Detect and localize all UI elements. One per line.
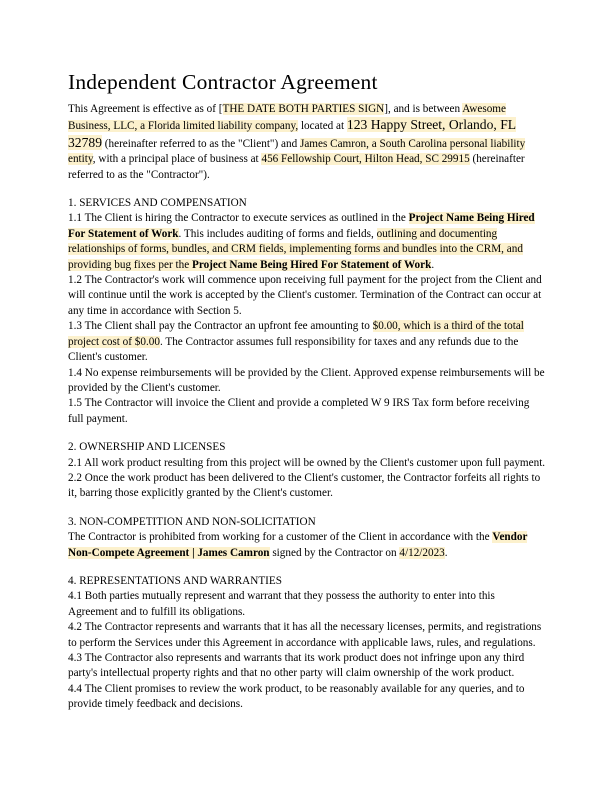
document-title: Independent Contractor Agreement bbox=[68, 70, 378, 94]
text-run: 1.5 The Contractor will invoice the Client and provide a completed W 9 IRS Tax form before receiving full payment. bbox=[68, 397, 530, 425]
text-run: 2.2 Once the work product has been delivered to the Client's customer, the Contractor forfeits all rights to it, barring those explicitly granted by the Client's customer. bbox=[68, 471, 541, 500]
highlighted-text-run: 123 Happy Street, Orlando, FL 32789 bbox=[68, 117, 517, 150]
section bbox=[68, 574, 546, 713]
document-body bbox=[68, 196, 546, 713]
clause-paragraph bbox=[68, 211, 546, 273]
text-run: 1.3 The Client shall pay the Contractor an upfront fee amounting to bbox=[68, 320, 373, 333]
highlighted-text-run: Vendor Non-Compete Agreement | James Camron bbox=[68, 531, 528, 559]
section-heading: 3. NON-COMPETITION AND NON-SOLICITATION bbox=[68, 515, 316, 528]
clause-paragraph bbox=[68, 273, 546, 319]
clause-paragraph bbox=[68, 366, 546, 397]
text-run: located at bbox=[298, 120, 347, 133]
section-heading: 2. OWNERSHIP AND LICENSES bbox=[68, 441, 226, 454]
highlighted-text-run: 456 Fellowship Court, Hilton Head, SC 29915 bbox=[261, 153, 470, 166]
clause-paragraph bbox=[68, 651, 546, 682]
text-run: 4.3 The Contractor also represents and warrants that its work product does not infringe upon any third party's intellectual property rights and that no other party will claim ownership of the work product. bbox=[68, 652, 525, 680]
highlighted-text-run: James Camron, a South Carolina personal liability entity bbox=[68, 137, 526, 166]
highlighted-text-run: $0.00, which is a third of the total project cost of $0.00 bbox=[68, 320, 524, 348]
section bbox=[68, 440, 546, 502]
text-run: signed by the Contractor on bbox=[269, 546, 400, 559]
clause-paragraph bbox=[68, 396, 546, 427]
highlighted-text-run: outlining and documenting relationships of forms, bundles, and CRM fields, implementing forms and bundles into the CRM, and providing bug fixes per the bbox=[68, 227, 523, 271]
highlighted-text-run: Awesome Business, LLC, a Florida limited liability company, bbox=[68, 103, 506, 133]
text-run: . The Contractor assumes full responsibility for taxes and any refunds due to the Client's customer. bbox=[68, 335, 519, 364]
text-run: 1.2 The Contractor's work will commence upon receiving full payment for the project from the Client and will continue until the work is accepted by the Client's customer. Termination of the Contract can occur at any time in accordance with Section 5. bbox=[68, 274, 542, 317]
clause-paragraph bbox=[68, 319, 546, 365]
text-run: 1.4 No expense reimbursements will be provided by the Client. Approved expense reimbursements will be provided by the Client's customer. bbox=[68, 366, 545, 394]
section bbox=[68, 196, 546, 427]
text-run: 1.1 The Client is hiring the Contractor to execute services as outlined in the bbox=[68, 212, 409, 225]
highlighted-text-run: Project Name Being Hired For Statement of Work bbox=[191, 258, 432, 271]
text-run: 2.1 All work product resulting from this project will be owned by the Client's customer upon full payment. bbox=[68, 456, 546, 469]
section-heading: 1. SERVICES AND COMPENSATION bbox=[68, 197, 247, 210]
highlighted-text-run: THE DATE BOTH PARTIES SIGN bbox=[222, 103, 385, 115]
clause-paragraph bbox=[68, 530, 546, 561]
clause-paragraph bbox=[68, 682, 546, 713]
text-run: 4.1 Both parties mutually represent and warrant that they possess the authority to enter into this Agreement and to fulfill its obligations. bbox=[68, 590, 495, 618]
text-run: (hereinafter referred to as the "Client") and bbox=[101, 137, 300, 150]
text-run: The Contractor is prohibited from working for a customer of the Client in accordance with the bbox=[68, 531, 493, 544]
section-heading: 4. REPRESENTATIONS AND WARRANTIES bbox=[68, 574, 282, 587]
clause-paragraph bbox=[68, 620, 546, 651]
text-run: ], and is between bbox=[384, 103, 463, 115]
clause-paragraph bbox=[68, 456, 546, 471]
highlighted-text-run: Project Name Being Hired For Statement of Work bbox=[68, 212, 535, 240]
clause-paragraph bbox=[68, 589, 546, 620]
text-run: , with a principal place of business at bbox=[92, 153, 262, 166]
text-run: 4.4 The Client promises to review the work product, to be reasonably available for any queries, and to provide timely feedback and decisions. bbox=[68, 682, 525, 711]
intro-paragraph bbox=[68, 102, 546, 183]
text-run: 4.2 The Contractor represents and warrants that it has all the necessary licenses, permits, and registrations to perform the Services under this Agreement in accordance with applicable laws, rules, and regulations. bbox=[68, 621, 542, 649]
text-run: . This includes auditing of forms and fields, bbox=[178, 227, 377, 240]
clause-paragraph bbox=[68, 471, 546, 502]
text-run: . bbox=[431, 258, 435, 271]
text-run: This Agreement is effective as of [ bbox=[68, 103, 223, 115]
text-run: (hereinafter referred to as the "Contractor"). bbox=[68, 153, 525, 181]
text-run: . bbox=[444, 546, 448, 559]
highlighted-text-run: 4/12/2023 bbox=[399, 546, 445, 559]
section bbox=[68, 515, 546, 561]
